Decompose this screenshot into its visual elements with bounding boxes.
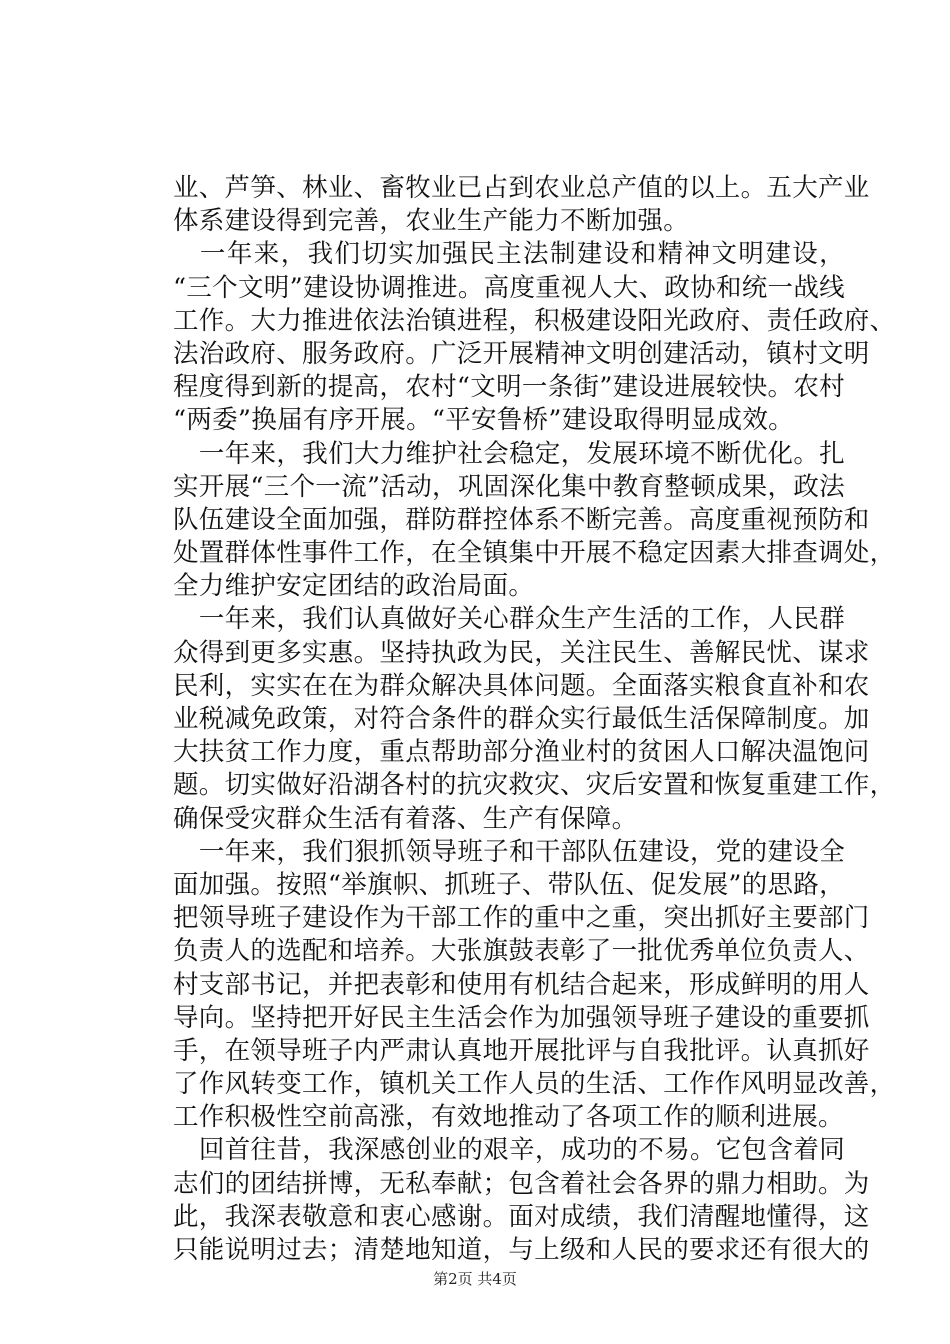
text-line: 导向。坚持把开好民主生活会作为加强领导班子建设的重要抓 (173, 1002, 870, 1033)
text-line: 面加强。按照“举旗帜、抓班子、带队伍、促发展”的思路， (173, 869, 845, 900)
text-line: 手，在领导班子内严肃认真地开展批评与自我批评。认真抓好 (173, 1035, 870, 1066)
text-line: 回首往昔，我深感创业的艰辛，成功的不易。它包含着同 (173, 1135, 845, 1166)
text-line: 一年来，我们认真做好关心群众生产生活的工作，人民群 (173, 604, 845, 635)
text-line: 只能说明过去；清楚地知道，与上级和人民的要求还有很大的 (173, 1235, 870, 1265)
text-line: 确保受灾群众生活有着落、生产有保障。 (173, 803, 638, 834)
text-line: 一年来，我们切实加强民主法制建设和精神文明建设， (173, 239, 845, 270)
text-line: 全力维护安定团结的政治局面。 (173, 571, 535, 602)
text-line: 众得到更多实惠。坚持执政为民，关注民生、善解民忧、谋求 (173, 637, 870, 668)
text-line: 一年来，我们狠抓领导班子和干部队伍建设，党的建设全 (173, 836, 845, 867)
page-number: 第2页 共4页 (433, 1270, 517, 1288)
text-line: 业税减免政策，对符合条件的群众实行最低生活保障制度。加 (173, 704, 870, 734)
text-line: 把领导班子建设作为干部工作的重中之重，突出抓好主要部门 (173, 903, 870, 934)
text-line: 志们的团结拼博，无私奉献；包含着社会各界的鼎力相助。为 (173, 1168, 870, 1199)
text-line: 此，我深表敬意和衷心感谢。面对成绩，我们清醒地懂得，这 (173, 1201, 870, 1232)
text-line: “三个文明”建设协调推进。高度重视人大、政协和统一战线 (173, 272, 845, 303)
text-line: 工作。大力推进依法治镇进程，积极建设阳光政府、责任政府、 (173, 305, 896, 336)
text-line: 业、芦笋、林业、畜牧业已占到农业总产值的以上。五大产业 (173, 173, 870, 203)
text-line: 法治政府、服务政府。广泛开展精神文明创建活动，镇村文明 (173, 338, 870, 369)
text-line: 程度得到新的提高，农村“文明一条街”建设进展较快。农村 (173, 372, 845, 403)
text-line: 村支部书记，并把表彰和使用有机结合起来，形成鲜明的用人 (173, 969, 870, 1000)
text-line: 处置群体性事件工作，在全镇集中开展不稳定因素大排查调处， (173, 538, 896, 569)
text-line: 实开展“三个一流”活动，巩固深化集中教育整顿成果，政法 (173, 471, 845, 502)
text-line: 了作风转变工作，镇机关工作人员的生活、工作作风明显改善， (173, 1069, 896, 1100)
text-line: 负责人的选配和培养。大张旗鼓表彰了一批优秀单位负责人、 (173, 936, 870, 967)
text-line: 工作积极性空前高涨，有效地推动了各项工作的顺利进展。 (173, 1102, 844, 1133)
text-line: 队伍建设全面加强，群防群控体系不断完善。高度重视预防和 (173, 504, 870, 535)
document-body (173, 172, 896, 1267)
page-footer (0, 1268, 950, 1289)
text-line: 一年来，我们大力维护社会稳定，发展环境不断优化。扎 (173, 438, 845, 469)
text-line: 题。切实做好沿湖各村的抗灾救灾、灾后安置和恢复重建工作， (173, 770, 896, 801)
text-line: 体系建设得到完善，农业生产能力不断加强。 (173, 206, 690, 237)
text-line: 大扶贫工作力度，重点帮助部分渔业村的贫困人口解决温饱问 (173, 737, 870, 768)
text-line: “两委”换届有序开展。“平安鲁桥”建设取得明显成效。 (173, 405, 794, 436)
text-line: 民利，实实在在为群众解决具体问题。全面落实粮食直补和农 (173, 670, 870, 701)
